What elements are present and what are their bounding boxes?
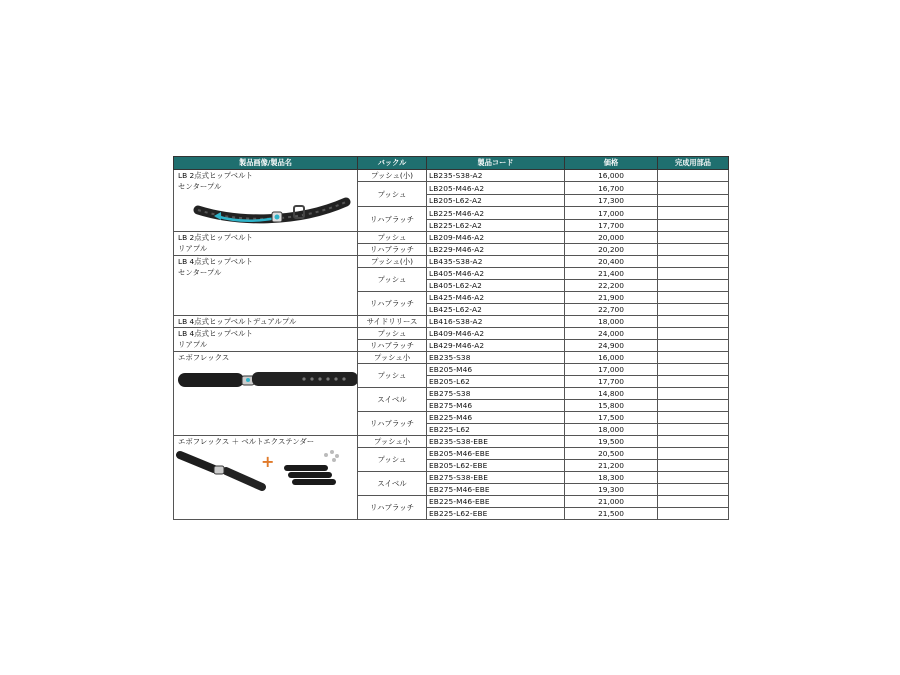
parts-cell <box>658 376 729 388</box>
evoflex-image <box>176 367 357 393</box>
table-row <box>174 352 729 364</box>
price-cell: 16,000 <box>565 170 658 182</box>
product-code-cell: LB225-L62-A2 <box>427 220 565 232</box>
buckle-cell: プッシュ <box>358 328 427 340</box>
svg-text:+: + <box>261 452 275 471</box>
product-code-cell: EB275-M46-EBE <box>427 484 565 496</box>
product-code-cell: LB405-L62-A2 <box>427 280 565 292</box>
price-cell: 21,000 <box>565 496 658 508</box>
price-cell: 18,300 <box>565 472 658 484</box>
buckle-cell: プッシュ <box>358 448 427 472</box>
product-code-cell: EB205-M46 <box>427 364 565 376</box>
price-cell: 21,500 <box>565 508 658 520</box>
price-cell: 21,900 <box>565 292 658 304</box>
price-cell: 17,000 <box>565 364 658 376</box>
table-row <box>174 170 729 182</box>
buckle-cell: リハブラッチ <box>358 244 427 256</box>
product-name-line: センタープル <box>178 182 222 191</box>
buckle-cell: スイベル <box>358 388 427 412</box>
parts-cell <box>658 340 729 352</box>
price-cell: 22,200 <box>565 280 658 292</box>
parts-cell <box>658 316 729 328</box>
product-code-cell: LB405-M46-A2 <box>427 268 565 280</box>
product-name-line: LB 4点式ヒップベルトデュアルプル <box>178 317 297 326</box>
price-cell: 24,000 <box>565 328 658 340</box>
product-name-line: エボフレックス ＋ ベルトエクステンダー <box>178 437 315 446</box>
buckle-cell: プッシュ(小) <box>358 256 427 268</box>
parts-cell <box>658 170 729 182</box>
product-code-cell: LB409-M46-A2 <box>427 328 565 340</box>
parts-cell <box>658 256 729 268</box>
product-name-line: LB 4点式ヒップベルト <box>178 257 253 266</box>
product-name-cell <box>174 316 358 328</box>
product-name-line: リアプル <box>178 244 208 253</box>
product-name-line: エボフレックス <box>178 353 230 362</box>
header-parts: 完成用部品 <box>658 157 729 170</box>
product-code-cell: LB425-M46-A2 <box>427 292 565 304</box>
table-row <box>174 316 729 328</box>
parts-cell <box>658 412 729 424</box>
buckle-cell: リハブラッチ <box>358 412 427 436</box>
price-cell: 22,700 <box>565 304 658 316</box>
price-cell: 24,900 <box>565 340 658 352</box>
price-cell: 20,200 <box>565 244 658 256</box>
buckle-cell: サイドリリース <box>358 316 427 328</box>
price-cell: 17,500 <box>565 412 658 424</box>
product-code-cell: EB205-L62 <box>427 376 565 388</box>
parts-cell <box>658 484 729 496</box>
parts-cell <box>658 460 729 472</box>
price-table <box>173 156 729 520</box>
parts-cell <box>658 436 729 448</box>
product-code-cell: LB229-M46-A2 <box>427 244 565 256</box>
parts-cell <box>658 220 729 232</box>
product-code-cell: LB205-M46-A2 <box>427 182 565 195</box>
product-name-cell <box>174 328 358 352</box>
buckle-cell: プッシュ小 <box>358 436 427 448</box>
product-name-cell <box>174 232 358 256</box>
product-image <box>176 447 357 494</box>
buckle-cell: プッシュ <box>358 232 427 244</box>
product-code-cell: LB425-L62-A2 <box>427 304 565 316</box>
header-row <box>174 157 729 170</box>
product-name-cell <box>174 436 358 520</box>
price-cell: 17,000 <box>565 207 658 220</box>
parts-cell <box>658 195 729 207</box>
product-name-line: リアプル <box>178 340 208 349</box>
price-cell: 21,400 <box>565 268 658 280</box>
product-code-cell: EB275-M46 <box>427 400 565 412</box>
product-code-cell: EB225-L62-EBE <box>427 508 565 520</box>
product-code-cell: EB275-S38-EBE <box>427 472 565 484</box>
price-cell: 17,700 <box>565 220 658 232</box>
parts-cell <box>658 280 729 292</box>
parts-cell <box>658 424 729 436</box>
price-cell: 20,400 <box>565 256 658 268</box>
product-code-cell: LB435-S38-A2 <box>427 256 565 268</box>
product-code-cell: EB275-S38 <box>427 388 565 400</box>
product-image <box>176 367 357 396</box>
product-code-cell: LB235-S38-A2 <box>427 170 565 182</box>
product-code-cell: EB235-S38 <box>427 352 565 364</box>
product-name-line: LB 2点式ヒップベルト <box>178 233 253 242</box>
price-cell: 18,000 <box>565 424 658 436</box>
buckle-cell: リハブラッチ <box>358 292 427 316</box>
buckle-cell: プッシュ <box>358 364 427 388</box>
product-code-cell: EB205-M46-EBE <box>427 448 565 460</box>
price-cell: 19,500 <box>565 436 658 448</box>
product-code-cell: EB225-M46-EBE <box>427 496 565 508</box>
product-name-cell <box>174 352 358 436</box>
price-cell: 16,700 <box>565 182 658 195</box>
price-cell: 14,800 <box>565 388 658 400</box>
buckle-cell: リハブラッチ <box>358 207 427 232</box>
header-price: 価格 <box>565 157 658 170</box>
hip-belt-center-pull-image <box>176 192 357 228</box>
parts-cell <box>658 207 729 220</box>
product-code-cell: LB225-M46-A2 <box>427 207 565 220</box>
product-image <box>176 192 357 231</box>
price-cell: 20,000 <box>565 232 658 244</box>
header-buckle: バックル <box>358 157 427 170</box>
parts-cell <box>658 508 729 520</box>
buckle-cell: プッシュ <box>358 268 427 292</box>
parts-cell <box>658 388 729 400</box>
product-code-cell: LB209-M46-A2 <box>427 232 565 244</box>
price-cell: 18,000 <box>565 316 658 328</box>
table-row <box>174 256 729 268</box>
price-cell: 17,700 <box>565 376 658 388</box>
product-code-cell: LB416-S38-A2 <box>427 316 565 328</box>
parts-cell <box>658 328 729 340</box>
parts-cell <box>658 472 729 484</box>
buckle-cell: プッシュ <box>358 182 427 207</box>
product-name-cell <box>174 170 358 232</box>
parts-cell <box>658 268 729 280</box>
buckle-cell: プッシュ(小) <box>358 170 427 182</box>
product-name-line: LB 4点式ヒップベルト <box>178 329 253 338</box>
table-row <box>174 328 729 340</box>
parts-cell <box>658 244 729 256</box>
product-code-cell: EB235-S38-EBE <box>427 436 565 448</box>
table-row <box>174 436 729 448</box>
parts-cell <box>658 400 729 412</box>
buckle-cell: リハブラッチ <box>358 340 427 352</box>
price-cell: 16,000 <box>565 352 658 364</box>
header-code: 製品コード <box>427 157 565 170</box>
price-cell: 20,500 <box>565 448 658 460</box>
buckle-cell: リハブラッチ <box>358 496 427 520</box>
parts-cell <box>658 232 729 244</box>
parts-cell <box>658 496 729 508</box>
buckle-cell: スイベル <box>358 472 427 496</box>
parts-cell <box>658 352 729 364</box>
parts-cell <box>658 304 729 316</box>
price-cell: 15,800 <box>565 400 658 412</box>
buckle-cell: プッシュ小 <box>358 352 427 364</box>
product-name-cell <box>174 256 358 316</box>
product-code-cell: EB225-M46 <box>427 412 565 424</box>
price-cell: 17,300 <box>565 195 658 207</box>
product-code-cell: LB205-L62-A2 <box>427 195 565 207</box>
header-product: 製品画像/製品名 <box>174 157 358 170</box>
product-code-cell: EB205-L62-EBE <box>427 460 565 472</box>
product-name-line: LB 2点式ヒップベルト <box>178 171 253 180</box>
parts-cell <box>658 292 729 304</box>
table-row <box>174 232 729 244</box>
price-cell: 21,200 <box>565 460 658 472</box>
parts-cell <box>658 448 729 460</box>
evoflex-extender-image <box>176 447 357 491</box>
product-code-cell: EB225-L62 <box>427 424 565 436</box>
product-code-cell: LB429-M46-A2 <box>427 340 565 352</box>
parts-cell <box>658 182 729 195</box>
parts-cell <box>658 364 729 376</box>
price-cell: 19,300 <box>565 484 658 496</box>
product-name-line: センタープル <box>178 268 222 277</box>
